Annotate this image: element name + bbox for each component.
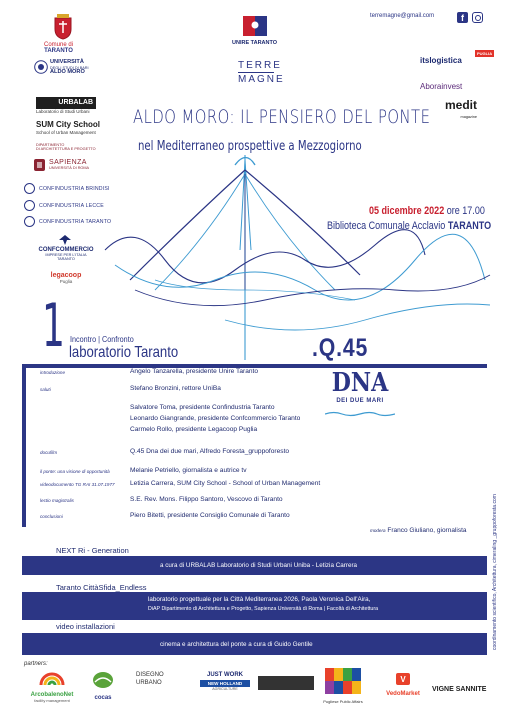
comune-line-2: TARANTO [44, 48, 73, 55]
medit-label: medit [445, 98, 478, 112]
program-item: Melanie Petriello, giornalista e autrice tv [130, 467, 247, 474]
svg-text:V: V [400, 675, 406, 684]
medit-sub: magazine [460, 115, 478, 119]
unire-taranto-label: UNIRE TARANTO [232, 40, 278, 46]
confindustria-lecce-label: CONFINDUSTRIA LECCE [39, 202, 104, 209]
event-venue: Biblioteca Comunale Acclavio [327, 220, 446, 232]
disegno-line-2: URBANO [136, 680, 162, 686]
legacoop-mark: legacoop [50, 272, 82, 279]
terre-magne-line-1: TERRE [238, 60, 282, 71]
event-city: TARANTO [447, 220, 492, 232]
confindustria-icon [24, 200, 35, 211]
program-label: saluti [40, 387, 51, 392]
confindustria-icon [24, 183, 35, 194]
program-label: videodocumento TG RAI 31.07.1977 [40, 482, 115, 487]
incontro-kind: Incontro | Confronto [70, 334, 134, 344]
program-label: conclusioni [40, 514, 63, 519]
section-line: a cura di URBALAB Laboratorio di Studi Urbani Uniba - Letizia Carrera [160, 562, 358, 569]
partners-label: partners: [24, 661, 48, 667]
uniba-logo [34, 60, 48, 79]
program-item: Angelo Tanzarella, presidente Unire Taranto [130, 368, 259, 375]
confindustria-lecce [24, 200, 104, 211]
leaf-icon [92, 670, 114, 690]
dna-logo [322, 368, 398, 418]
event-subtitle: nel Mediterraneo prospettive a Mezzogiorno [138, 139, 362, 154]
program-label: lectio magistralis [40, 498, 74, 503]
instagram-icon[interactable] [472, 12, 483, 23]
disegno-urbano-logo [136, 671, 186, 693]
dna-title: DNA [331, 368, 389, 398]
program-item: Leonardo Giangrande, presidente Confcommercio Taranto [130, 415, 301, 422]
partner-badge-logo [258, 676, 314, 690]
eagle-icon [58, 234, 72, 246]
medit-logo [445, 99, 477, 123]
its-label: itslogistica [420, 56, 462, 65]
cocas-logo [86, 670, 120, 704]
puzzle-icon [241, 14, 269, 38]
moderator-label: modera [370, 528, 386, 533]
program-label: introduzione [40, 370, 66, 375]
event-title: ALDO MORO: IL PENSIERO DEL PONTE [133, 106, 431, 128]
bridge-artwork [95, 140, 495, 365]
section-heading: video installazioni [56, 622, 115, 631]
cocas-label: cocas [94, 695, 112, 701]
confcommercio-line-2: IMPRESE PER L'ITALIA [45, 253, 87, 258]
program-panel-left-rule [22, 364, 26, 527]
facebook-icon[interactable]: f [457, 12, 468, 23]
sapienza-line-1: SAPIENZA [49, 159, 87, 166]
sum-sub: School of Urban Management [36, 130, 96, 135]
confindustria-icon [24, 216, 35, 227]
crest-icon [53, 14, 73, 40]
uniba-line-1: UNIVERSITÀ [50, 59, 84, 65]
uniba-seal-icon [34, 60, 48, 74]
program-item: S.E. Rev. Mons. Filippo Santoro, Vescovo di Taranto [130, 496, 283, 503]
confindustria-brindisi-label: CONFINDUSTRIA BRINDISI [39, 185, 110, 192]
confcommercio-line-3: TARANTO [57, 257, 75, 262]
comune-taranto-logo [53, 14, 73, 40]
arcobalenonet-logo [28, 667, 76, 707]
event-date-line [369, 205, 485, 217]
section-line: laboratorio progettuale per la Città Mediterranea 2026, Paola Veronica Dell'Aira, [148, 596, 371, 603]
contact-email[interactable]: terremagne@gmail.com [370, 13, 435, 19]
program-item: Q.45 Dna dei due mari, Alfredo Foresta_gruppoforesto [130, 448, 290, 455]
vedomarket-logo [382, 672, 424, 702]
program-item: Stefano Bronzini, rettore UniBa [130, 385, 221, 392]
confcommercio-line-1: CONFCOMMERCIO [38, 247, 94, 253]
just-work-label: JUST WORK [207, 672, 243, 678]
aborainvest-label: Aborainvest [420, 82, 463, 91]
rainbow-icon [39, 667, 65, 687]
confcommercio-label [36, 247, 96, 261]
diap-line-2: DI ARCHITETTURA E PROGETTO [36, 146, 96, 151]
new-holland-sub: AGRICULTURE [212, 687, 238, 691]
section-line: cinema e architettura del ponte a cura di Guido Gentile [160, 641, 313, 648]
moderator-line [370, 527, 467, 534]
arcobalenonet-sub: facility management [34, 698, 70, 703]
vigne-sannite-logo: VIGNE SANNITE [432, 686, 487, 693]
uniba-line-2: DEGLI STUDI DI BARI [50, 65, 89, 70]
terre-magne-logo [238, 59, 285, 86]
new-holland-label: NEW HOLLAND [200, 680, 250, 687]
unire-taranto-logo [241, 14, 269, 43]
sapienza-seal-icon [33, 158, 46, 172]
event-date: 05 dicembre 2022 [369, 205, 445, 217]
aborainvest-logo [420, 82, 462, 91]
program-item: Piero Bitetti, presidente Consiglio Comunale di Taranto [130, 512, 290, 519]
dna-wave-icon [325, 411, 395, 417]
legacoop-sub: Puglia [59, 279, 73, 284]
incontro-number: 1 [42, 291, 65, 361]
uniba-label [50, 60, 89, 76]
cart-icon [395, 672, 411, 686]
side-credit: coordinamento scientifico, Architettura, cimeraling _gruppoforesta.com [492, 494, 498, 650]
program-label: docufilm [40, 450, 58, 455]
sapienza-line-2: UNIVERSITÀ DI ROMA [49, 166, 90, 171]
comune-label [44, 42, 73, 55]
pugliese-public-affairs-logo [318, 668, 368, 708]
sum-title: SUM City School [36, 120, 101, 129]
its-logistica-logo [420, 51, 493, 65]
diap-line-1: DIPARTIMENTO [36, 143, 65, 147]
just-work-logo [200, 672, 250, 708]
urbalab-mark: URBALAB [58, 99, 93, 106]
q45-logo: .Q.45 [312, 334, 369, 362]
event-venue-line [327, 220, 491, 232]
mosaic-icon [325, 668, 361, 694]
terre-magne-line-2: MAGNE [238, 74, 285, 85]
section-line: DiAP Dipartimento di Architettura e Progetto, Sapienza Università di Roma | Facoltà di Architettura [148, 606, 379, 612]
program-item: Carmelo Rollo, presidente Legacoop Puglia [130, 426, 258, 433]
moderator-name: Franco Giuliano, giornalista [387, 527, 467, 534]
its-badge: PUGLIA [477, 51, 493, 56]
program-item: Letizia Carrera, SUM City School - School of Urban Management [130, 480, 321, 487]
uniba-line-3: ALDO MORO [50, 68, 85, 75]
arcobalenonet-label: ArcobalenoNet [30, 692, 74, 698]
section-heading: NEXT Ri - Generation [56, 546, 129, 555]
pugliese-label: Pugliese Public Affairs [323, 699, 363, 704]
program-item: Salvatore Toma, presidente Confindustria Taranto [130, 404, 275, 411]
diap-label [36, 143, 96, 151]
sapienza-label [49, 159, 89, 170]
urbalab-logo [36, 97, 96, 109]
incontro-lab: laboratorio Taranto [69, 344, 179, 361]
sapienza-logo [33, 158, 46, 177]
vedomarket-label: VedoMarket [386, 691, 420, 697]
section-heading: Taranto CittàSfida_Endless [56, 583, 147, 592]
dna-subtitle: DEI DUE MARI [336, 398, 384, 404]
legacoop-logo [48, 272, 84, 288]
urbalab-sub: Laboratorio di Studi Urbani [36, 109, 90, 114]
disegno-line-1: DISEGNO [136, 672, 164, 678]
confindustria-taranto-label: CONFINDUSTRIA TARANTO [39, 218, 112, 225]
event-time: ore 17.00 [446, 205, 485, 217]
comune-line-1: Comune di [44, 42, 74, 48]
program-label: il ponte: una visione di opportunità [40, 469, 110, 474]
